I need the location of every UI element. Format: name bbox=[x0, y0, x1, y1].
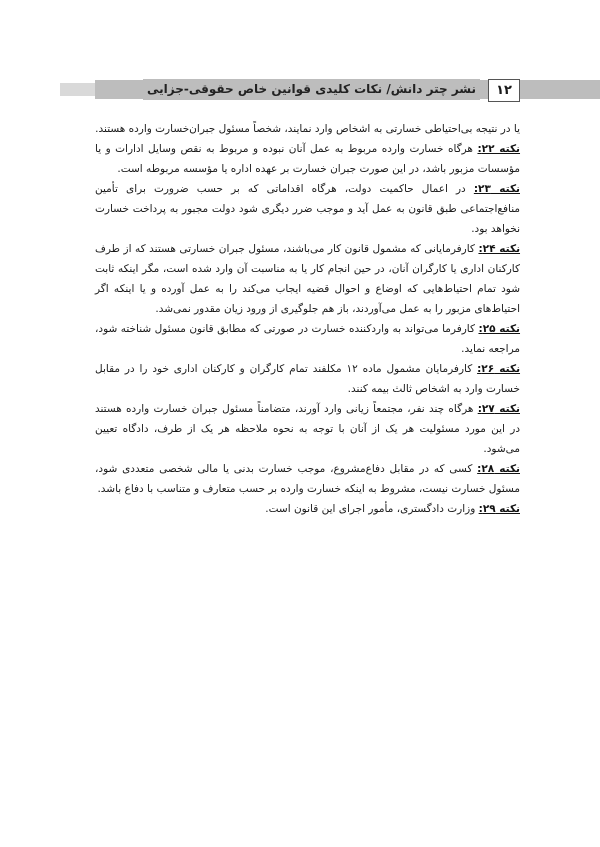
note-26 bbox=[95, 359, 520, 399]
note-label: نکته ۲۴: bbox=[478, 243, 521, 255]
page-body bbox=[95, 119, 520, 519]
note-28 bbox=[95, 459, 520, 499]
page-number: ١٢ bbox=[488, 79, 520, 102]
note-27 bbox=[95, 399, 520, 459]
note-text: در اعمال حاکمیت دولت، هرگاه اقداماتی که بر حسب ضرورت برای تأمین منافع‌اجتماعی طبق قانون به عمل آید و موجب ضرر دیگری شود دولت مجبور به پرداخت خسارت نخواهد بود. bbox=[95, 183, 520, 235]
note-29 bbox=[95, 499, 520, 519]
note-text: هرگاه خسارت وارده مربوط به عمل آنان نبوده و مربوط به نقص وسایل ادارات و یا مؤسسات مزبور باشد، در این صورت جبران خسارت بر عهده اداره یا مؤسسه مربوطه است. bbox=[95, 143, 520, 175]
note-text: هرگاه چند نفر، مجتمعاً زیانی وارد آورند، متضامناً مسئول جبران خسارت وارده هستند در این مورد مسئولیت هر یک از آنان با توجه به نحوه ملاحظه هر یک از طرف، دادگاه تعیین می‌شود. bbox=[95, 403, 520, 455]
note-label: نکته ۲۳: bbox=[473, 183, 520, 195]
note-label: نکته ۲۷: bbox=[477, 403, 520, 415]
note-23 bbox=[95, 179, 520, 239]
note-25 bbox=[95, 319, 520, 359]
note-22 bbox=[95, 139, 520, 179]
header-end-bar bbox=[520, 80, 600, 99]
note-text: کارفرمایانی که مشمول قانون کار می‌باشند، مسئول جبران خسارتی هستند که از طرف کارکنان اداری یا کارگران آنان، در حین انجام کار یا به مناسبت آن وارد شده است، مگر اینکه ثابت شود تمام احتیاط‌هایی که اوضاع و احوال قضیه ایجاب می‌کند را به عمل آورده و یا اینکه اگر احتیاط‌های مزبور را به عمل می‌آوردند، باز هم جلوگیری از ورود زیان مقدور نمی‌شد. bbox=[95, 243, 520, 315]
note-24 bbox=[95, 239, 520, 319]
note-label: نکته ۲۹: bbox=[478, 503, 520, 515]
note-text: کارفرما می‌تواند به واردکننده خسارت در صورتی که مطابق قانون مسئول شناخته شود، مراجعه نماید. bbox=[95, 323, 520, 355]
note-text: کارفرمایان مشمول ماده ۱۲ مکلفند تمام کارگران و کارکنان اداری خود را در مقابل خسارت وارد به اشخاص ثالث بیمه کنند. bbox=[95, 363, 520, 395]
running-header-title: نشر چتر دانش/ نکات کلیدی قوانین خاص حقوقی-جزایی bbox=[143, 79, 480, 100]
intro-paragraph: یا در نتیجه بی‌احتیاطی خسارتی به اشخاص وارد نمایند، شخصاً مسئول جبران‌خسارت وارده هستند. bbox=[95, 123, 520, 135]
note-label: نکته ۲۶: bbox=[477, 363, 521, 375]
note-label: نکته ۲۵: bbox=[478, 323, 521, 335]
note-text: وزارت دادگستری، مأمور اجرای این قانون است. bbox=[265, 503, 476, 515]
note-label: نکته ۲۲: bbox=[477, 143, 521, 155]
note-label: نکته ۲۸: bbox=[477, 463, 520, 475]
note-text: کسی که در مقابل دفاع‌مشروع، موجب خسارت بدنی یا مالی شخصی متعددی شود، مسئول خسارت نیست، مشروط به اینکه خسارت وارده بر حسب متعارف و متناسب با دفاع باشد. bbox=[95, 463, 520, 495]
